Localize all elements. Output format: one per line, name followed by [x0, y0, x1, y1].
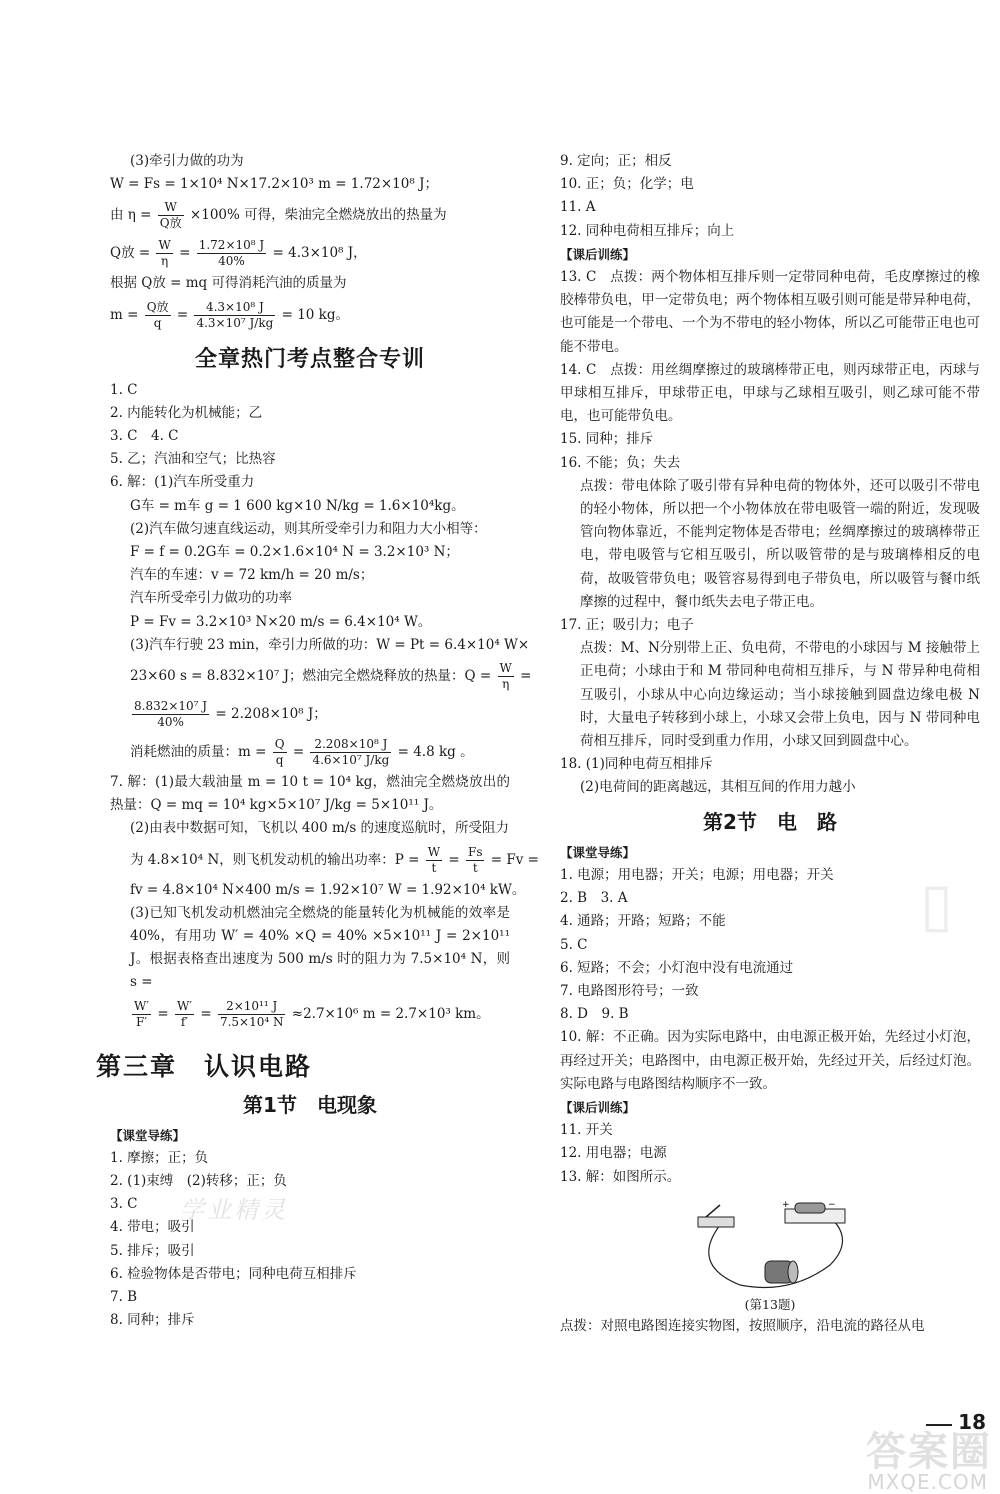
formula-text: 由 η = — [110, 207, 152, 224]
formula-text: = — [520, 668, 532, 685]
denominator: 7.5×10⁴ N — [219, 1014, 284, 1029]
answer-item: 2. (1)束缚 (2)转移；正；负 — [110, 1173, 287, 1190]
answer-item: 7. B — [110, 1289, 138, 1306]
answer-item: 13. 解：如图所示。 — [560, 1168, 681, 1185]
fraction — [197, 238, 266, 269]
svg-text:−: − — [828, 1199, 836, 1210]
watermark-url: MXQE.COM — [867, 1470, 988, 1494]
answer-item: 15. 同种；排斥 — [560, 431, 654, 448]
formula-text: ×100% 可得，柴油完全燃烧放出的热量为 — [189, 207, 447, 224]
answer-item: 1. 摩擦；正；负 — [110, 1149, 209, 1166]
formula-text: = — [176, 306, 189, 323]
answer-item: 12. 同种电荷相互排斥；向上 — [560, 222, 735, 239]
chapter-title: 第三章 认识电路 — [96, 1051, 313, 1081]
answer-item: 1. 电源；用电器；开关；电源；用电器；开关 — [560, 866, 834, 883]
fraction — [145, 300, 171, 331]
answer-item: 17. 正；吸引力；电子 — [560, 617, 694, 634]
text-line: P = Fv = 3.2×10³ N×20 m/s = 6.4×10⁴ W。 — [130, 613, 432, 630]
answer-item: 7. 解：(1)最大载油量 m = 10 t = 10⁴ kg，燃油完全燃烧放出的热量：Q = mq = 10⁴ kg×5×10⁷ J/kg = 5×10¹¹ J。 — [110, 774, 510, 814]
numerator: 4.3×10⁸ J — [194, 300, 275, 316]
formula-text: = — [179, 245, 191, 262]
text-line: (3)汽车行驶 23 min，牵引力所做的功：W = Pt = 6.4×10⁴ W× — [130, 636, 530, 653]
numerator: Q — [274, 737, 285, 752]
numerator: 1.72×10⁸ J — [198, 238, 265, 253]
denominator: f′ — [180, 1014, 189, 1029]
numerator: W′ — [176, 998, 193, 1013]
svg-text:+: + — [782, 1199, 790, 1210]
formula-text: 为 4.8×10⁴ N，则飞机发动机的输出功率：P = — [130, 851, 420, 868]
text-line: W = Fs = 1×10⁴ N×17.2×10³ m = 1.72×10⁸ J； — [110, 176, 438, 193]
text-line: G车 = m车 g = 1 600 kg×10 N/kg = 1.6×10⁴kg。 — [130, 497, 465, 514]
numerator: 2×10¹¹ J — [218, 999, 286, 1015]
numerator: 8.832×10⁷ J — [134, 699, 208, 714]
answer-item: 14. C 点拨：用丝绸摩擦过的玻璃棒带正电，则丙球带正电，丙球与甲球相互排斥，甲球带正电，甲球与乙球相互吸引，则乙球可能不带电，也可能带负电。 — [560, 361, 980, 425]
fraction — [194, 300, 275, 331]
answer-item: 10. 正；负；化学；电 — [560, 176, 694, 193]
text-line: F = f = 0.2G车 = 0.2×1.6×10⁴ N = 3.2×10³ N； — [130, 544, 459, 561]
numerator: Q放 — [146, 299, 169, 314]
fraction — [218, 999, 286, 1030]
answer-note: 点拨：M、N分别带上正、负电荷，不带电的小球因与 M 接触带上正电荷；小球由于和 M 带同种电荷相互排斥，与 N 带异种电荷相互吸引，小球从中心向边缘运动；当小球接触到圆盘边缘电极 N 时，大量电子转移到小球上，小球又会带上负电，因与 N 带同种电荷相互排斥，同时受到重力作用，小球又回到圆盘中心。 — [580, 640, 980, 750]
watermark-side: ▯ — [920, 870, 954, 940]
formula-line — [110, 296, 510, 334]
watermark-faint: 学业精灵 — [180, 1196, 288, 1224]
denominator: t — [431, 860, 437, 875]
formula-text: ≈2.7×10⁶ m = 2.7×10³ km。 — [291, 1005, 490, 1022]
formula-text: = Fv = — [490, 851, 539, 868]
numerator: W′ — [134, 998, 150, 1013]
right-column — [560, 150, 980, 1338]
text-line: (2)由表中数据可知，飞机以 400 m/s 的速度巡航时，所受阻力 — [130, 820, 510, 837]
answer-item: 7. 电路图形符号；一致 — [560, 982, 699, 999]
formula-text: = — [292, 744, 305, 761]
answer-item: 11. 开关 — [560, 1122, 613, 1139]
text-line: fv = 4.8×10⁴ N×400 m/s = 1.92×10⁷ W = 1.92×10⁴ kW。 — [130, 881, 526, 898]
denominator: 40% — [157, 715, 184, 730]
exercise-tag: 【课堂导练】 — [560, 844, 636, 860]
formula-line — [110, 733, 510, 771]
formula-text: 23×60 s = 8.832×10⁷ J；燃油完全燃烧释放的热量：Q = — [130, 668, 492, 685]
answer-item: 5. C — [560, 936, 588, 953]
numerator: W — [427, 844, 441, 859]
answer-item: 16. 不能；负；失去 — [560, 454, 681, 471]
formula-text: = 2.208×10⁸ J； — [215, 706, 327, 723]
formula-text: = 10 kg。 — [281, 306, 349, 323]
left-column — [96, 150, 539, 1333]
denominator: η — [161, 254, 169, 269]
exercise-tag: 【课后训练】 — [560, 246, 636, 262]
numerator: W — [158, 200, 184, 216]
exercise-tag: 【课后训练】 — [560, 1099, 636, 1115]
text-line: 汽车的车速：v = 72 km/h = 20 m/s； — [130, 567, 374, 584]
formula-line — [110, 196, 510, 234]
formula-line — [110, 657, 532, 695]
section-subtitle: 第1节 电现象 — [243, 1092, 377, 1117]
fraction — [156, 238, 172, 269]
fraction — [498, 661, 514, 692]
answer-item: 8. D 9. B — [560, 1006, 629, 1023]
formula-line — [110, 995, 510, 1033]
answer-item: 3. C 4. C — [110, 428, 179, 445]
denominator: 4.3×10⁷ J/kg — [196, 315, 274, 330]
fraction — [132, 699, 209, 730]
formula-line — [110, 695, 510, 733]
circuit-diagram-icon — [680, 1195, 860, 1295]
numerator: 2.208×10⁸ J — [310, 737, 391, 753]
section-subtitle: 第2节 电 路 — [703, 809, 837, 834]
fraction — [158, 200, 184, 231]
formula-text: 消耗燃油的质量：m = — [130, 744, 267, 761]
denominator: Q放 — [159, 216, 182, 231]
answer-item: 6. 检验物体是否带电；同种电荷互相排斥 — [110, 1265, 357, 1282]
denominator: 40% — [218, 254, 245, 269]
fraction — [466, 845, 484, 876]
denominator: t — [472, 860, 478, 875]
text-line: 根据 Q放 = mq 可得消耗汽油的质量为 — [110, 275, 347, 292]
answer-item: 5. 排斥；吸引 — [110, 1242, 195, 1259]
denominator: η — [502, 677, 510, 692]
fraction — [426, 845, 442, 876]
denominator: q — [153, 315, 162, 330]
text-line: (3)牵引力做的功为 — [130, 153, 244, 169]
formula-line — [110, 841, 539, 879]
answer-item: 2. B 3. A — [560, 890, 628, 907]
page-number: 18 — [958, 1410, 986, 1434]
answer-item: 13. C 点拨：两个物体相互排斥则一定带同种电荷，毛皮摩擦过的橡胶棒带负电，甲一定带负电；两个物体相互吸引则可能是带异种电荷，也可能是一个带电、一个为不带电的轻小物体，所以乙可能带正电也可能不带电。 — [560, 269, 980, 355]
formula-text: m = — [110, 306, 139, 323]
answer-item: 4. 通路；开路；短路；不能 — [560, 913, 726, 930]
text-line: (3)已知飞机发动机燃油完全燃烧的能量转化为机械能的效率是40%，有用功 W′ = 40% ×Q = 40% ×5×10¹¹ J = 2×10¹¹ J。根据表格查出速度为 500 m/s 时的阻力为 7.5×10⁴ N，则 s = — [130, 904, 510, 991]
formula-text: Q放 = — [110, 245, 151, 262]
answer-item: 3. C — [110, 1196, 138, 1213]
denominator: q — [275, 753, 284, 768]
formula-text: = — [157, 1005, 169, 1022]
formula-text: = 4.8 kg 。 — [397, 744, 474, 761]
answer-item: 4. 带电；吸引 — [110, 1219, 195, 1236]
text-line: 汽车所受牵引力做功的功率 — [130, 590, 292, 607]
answer-item: 12. 用电器；电源 — [560, 1145, 667, 1162]
fraction — [310, 737, 391, 768]
answer-item: 5. 乙；汽油和空气；比热容 — [110, 451, 276, 468]
answer-note: 点拨：对照电路图连接实物图，按照顺序，沿电流的路径从电 — [560, 1317, 925, 1334]
answer-item: 9. 定向；正；相反 — [560, 153, 672, 169]
denominator: 4.6×10⁷ J/kg — [312, 753, 390, 768]
answer-item: 8. 同种；排斥 — [110, 1312, 195, 1329]
formula-line — [110, 234, 510, 272]
formula-text: = — [448, 851, 460, 868]
section-title: 全章热门考点整合专训 — [194, 346, 425, 372]
answer-note: 点拨：带电体除了吸引带有异种电荷的物体外，还可以吸引不带电的轻小物体，所以把一个小物体放在带电吸管一端的附近，发现吸管向物体靠近，不能判定物体是否带电；丝绸摩擦过的玻璃棒带正电，带电吸管与它相互吸引，所以吸管带的是与玻璃棒相反的电荷，故吸管带负电；吸管容易得到电子带负电，所以吸管与餐巾纸摩擦的过程中，餐巾纸失去电子带正电。 — [580, 477, 980, 610]
fraction — [175, 999, 194, 1030]
answer-item: 11. A — [560, 199, 596, 216]
formula-text: = 4.3×10⁸ J， — [272, 245, 367, 262]
exercise-tag: 【课堂导练】 — [110, 1127, 186, 1143]
formula-text: = — [200, 1005, 212, 1022]
answer-item: 2. 内能转化为机械能；乙 — [110, 404, 263, 421]
denominator: F′ — [136, 1014, 148, 1029]
answer-item: 6. 解：(1)汽车所受重力 — [110, 474, 255, 491]
text-line: (2)汽车做匀速直线运动，则其所受牵引力和阻力大小相等： — [130, 520, 487, 537]
numerator: Fs — [468, 844, 483, 859]
answer-item: 18. (1)同种电荷互相排斥 — [560, 756, 713, 773]
watermark-logo: 答案圈 — [866, 1429, 992, 1475]
answer-item: 6. 短路；不会；小灯泡中没有电流通过 — [560, 959, 794, 976]
figure-caption: (第13题) — [744, 1296, 796, 1312]
circuit-figure — [680, 1195, 860, 1295]
fraction — [273, 737, 287, 768]
fraction — [132, 999, 151, 1030]
numerator: W — [499, 661, 512, 676]
text-line: (2)电荷间的距离越远，其相互间的作用力越小 — [580, 779, 856, 796]
answer-item: 1. C — [110, 381, 138, 398]
answer-item: 10. 解：不正确。因为实际电路中，由电源正极开始，先经过小灯泡，再经过开关；电路图中，由电源正极开始，先经过开关，后经过灯泡。实际电路与电路图结构顺序不一致。 — [560, 1029, 980, 1092]
numerator: W — [158, 238, 171, 253]
